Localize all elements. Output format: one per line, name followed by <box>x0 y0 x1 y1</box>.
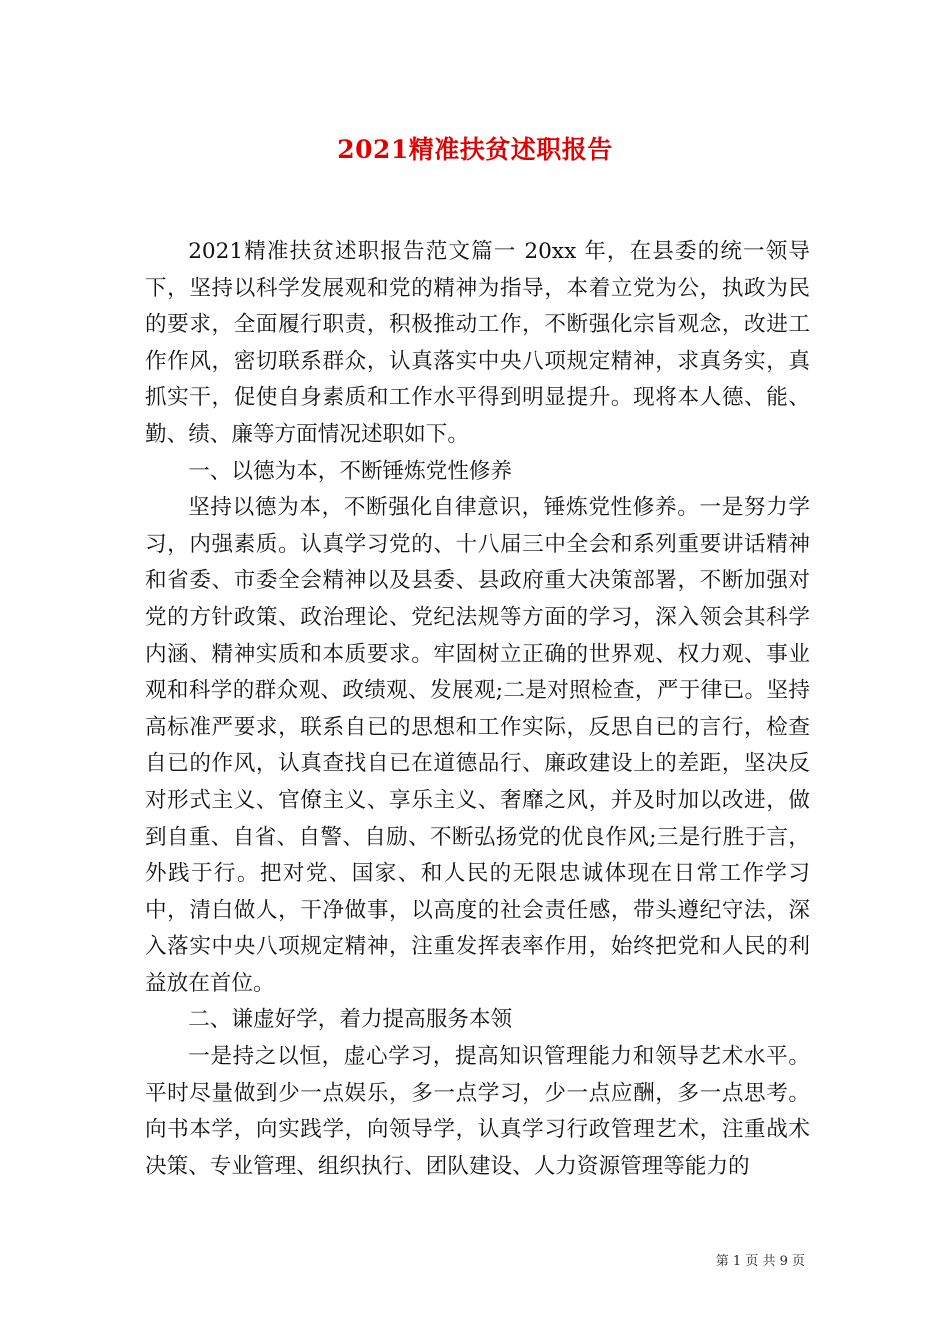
page-number: 第 1 页 共 9 页 <box>715 1254 805 1269</box>
paragraph-intro: 2021精准扶贫述职报告范文篇一 20xx 年，在县委的统一领导下，坚持以科学发展观和党的精神为指导，本着立党为公，执政为民的要求，全面履行职责，积极推动工作，不断强化宗旨观念，改进工作作风，密切联系群众，认真落实中央八项规定精神，求真务实，真抓实干，促使自身素质和工作水平得到明显提升。现将本人德、能、勤、绩、廉等方面情况述职如下。 <box>145 239 810 447</box>
section-heading-1: 一、以德为本，不断锤炼党性修养 <box>188 458 513 484</box>
document-title: 2021精准扶贫述职报告 <box>337 135 613 164</box>
paragraph-section-1: 坚持以德为本，不断强化自律意识，锤炼党性修养。一是努力学习，内强素质。认真学习党的、十八届三中全会和系列重要讲话精神和省委、市委全会精神以及县委、县政府重大决策部署，不断加强对党的方针政策、政治理论、党纪法规等方面的学习，深入领会其科学内涵、精神实质和本质要求。牢固树立正确的世界观、权力观、事业观和科学的群众观、政绩观、发展观;二是对照检查，严于律已。坚持高标准严要求，联系自已的思想和工作实际，反思自已的言行，检查自已的作风，认真查找自已在道德品行、廉政建设上的差距，坚决反对形式主义、官僚主义、享乐主义、奢靡之风，并及时加以改进，做到自重、自省、自警、自励、不断弘扬党的优良作风;三是行胜于言，外践于行。把对党、国家、和人民的无限忠诚体现在日常工作学习中，清白做人，干净做事，以高度的社会责任感，带头遵纪守法，深入落实中央八项规定精神，注重发挥表率作用，始终把党和人民的利益放在首位。 <box>145 495 810 996</box>
document-body <box>145 234 810 1185</box>
section-heading-2: 二、谦虚好学，着力提高服务本领 <box>188 1007 513 1033</box>
paragraph-section-2: 一是持之以恒，虚心学习，提高知识管理能力和领导艺术水平。平时尽量做到少一点娱乐，多一点学习，少一点应酬，多一点思考。向书本学，向实践学，向领导学，认真学习行政管理艺术，注重战术决策、专业管理、组织执行、团队建设、人力资源管理等能力的 <box>145 1044 810 1179</box>
